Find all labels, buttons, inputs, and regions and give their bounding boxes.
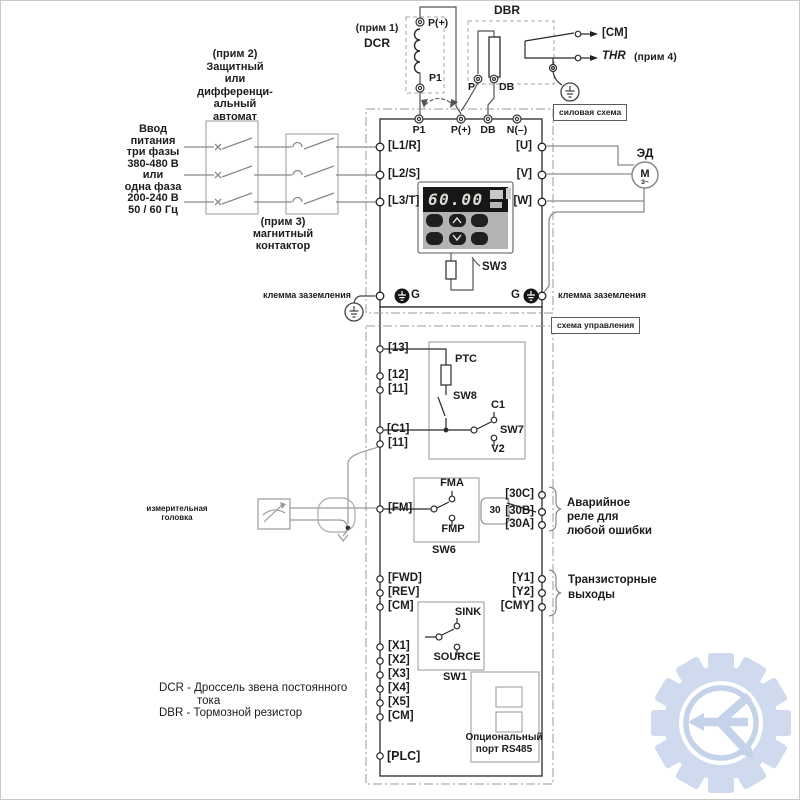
- terminal-label-x1: [X1]: [388, 640, 410, 652]
- terminal-label-cm2: [CM]: [388, 710, 414, 722]
- breaker-note-line: или: [224, 73, 246, 85]
- resistor-symbol: [489, 37, 500, 77]
- terminal-label-plc: [PLC]: [387, 749, 421, 763]
- alarm-note-line: любой ошибки: [567, 525, 652, 537]
- alarm-note-line: Аварийное: [567, 497, 631, 509]
- terminal-label-cm: [CM]: [388, 600, 414, 612]
- bus-terminal-label-n: N(–): [506, 124, 528, 136]
- fmp-label: FMP: [441, 523, 465, 535]
- sw7-v2-label: V2: [491, 443, 505, 455]
- dbr-db-label: DB: [499, 81, 515, 93]
- g-label-left: G: [411, 289, 420, 301]
- terminal-label-w: [W]: [513, 195, 532, 207]
- terminal-label-11a: [11]: [388, 383, 408, 395]
- fma-label: FMA: [440, 477, 464, 489]
- input-note-line: 380-480 В: [127, 158, 179, 170]
- input-note-line: 50 / 60 Гц: [128, 204, 178, 216]
- legend-dbr-line: DBR - Тормозной резистор: [159, 707, 303, 719]
- transistor-note-line: выходы: [568, 589, 615, 601]
- input-note-line: или: [142, 169, 164, 181]
- transistor-note-line: Транзисторные: [568, 574, 657, 586]
- sw6-label: SW6: [432, 544, 456, 556]
- terminal-label-30b: [30B]: [505, 505, 534, 517]
- terminal-label-c1: [C1]: [387, 423, 410, 435]
- rs485-label-line: порт RS485: [475, 744, 533, 755]
- rs485-label-line: Опциональный: [465, 732, 543, 743]
- contactor-note-line: (прим 3): [260, 216, 306, 228]
- ground-symbol-left: [345, 303, 363, 321]
- input-note-line: три фазы: [126, 146, 180, 158]
- sw1-label: SW1: [443, 671, 467, 683]
- dcr-top-label: P(+): [428, 17, 449, 29]
- breaker-note-line: дифференци-: [197, 86, 273, 98]
- ground-label-left: клемма заземления: [263, 290, 351, 300]
- motor-phase: 3~: [641, 179, 649, 186]
- terminal-label-fwd: [FWD]: [388, 572, 422, 584]
- terminal-label-x5: [X5]: [388, 696, 410, 708]
- terminal-label-x2: [X2]: [388, 654, 410, 666]
- input-note-line: одна фаза: [124, 181, 182, 193]
- watermark-gear-logo: [651, 653, 791, 793]
- alarm-note-line: реле для: [567, 511, 619, 523]
- ground-label-right: клемма заземления: [558, 290, 646, 300]
- breaker-note-line: Защитный: [206, 61, 264, 73]
- legend-dcr-line1: DCR - Дроссель звена постоянного: [159, 682, 348, 694]
- bus-terminal-label-db: DB: [480, 124, 496, 136]
- terminal-label-l1r: [L1/R]: [388, 140, 421, 152]
- ground-symbol-dbr: [561, 83, 579, 101]
- power-section-tag: силовая схема: [553, 104, 627, 121]
- measuring-head: [258, 445, 384, 541]
- g-label-right: G: [511, 289, 520, 301]
- ground-terminal-right-icon: [524, 289, 539, 304]
- terminal-label-12: [12]: [388, 369, 409, 381]
- bus-terminal-label-pplus: P(+): [450, 124, 472, 136]
- input-power-wires: [184, 121, 376, 214]
- dbr-p-label: P: [468, 81, 476, 93]
- motor-label: ЭД: [636, 146, 654, 160]
- ptc-label: PTC: [455, 353, 477, 365]
- motor-m: M: [640, 168, 650, 180]
- sink-label: SINK: [454, 606, 482, 618]
- bus-terminal-label-p1: P1: [412, 124, 426, 136]
- seven-segment-display: 60.00: [428, 190, 484, 209]
- breaker-note-line: альный: [213, 98, 257, 110]
- terminal-label-30a: [30A]: [505, 518, 534, 530]
- meter-label-line: головка: [161, 513, 193, 522]
- source-label: SOURCE: [433, 651, 481, 663]
- dcr-name: DCR: [364, 36, 390, 50]
- sw8-label: SW8: [453, 390, 477, 402]
- input-note-line: 200-240 В: [127, 192, 179, 204]
- dcr-note: (прим 1): [355, 22, 399, 34]
- contactor-note-line: контактор: [255, 240, 311, 252]
- input-note-line: питания: [130, 135, 176, 147]
- thermal-relay-contact: [525, 31, 598, 85]
- terminal-label-x3: [X3]: [388, 668, 410, 680]
- thr-label: THR: [602, 50, 626, 62]
- legend-dcr-line2: тока: [197, 695, 221, 707]
- note-brackets: [549, 487, 561, 616]
- terminal-label-u: [U]: [516, 140, 532, 152]
- terminal-label-fm: [FM]: [388, 502, 413, 514]
- terminal-label-y1: [Y1]: [512, 572, 534, 584]
- sw7-label: SW7: [500, 424, 524, 436]
- terminal-label-13: [13]: [388, 342, 409, 354]
- jumper-arc: [425, 99, 453, 106]
- ptc-resistor: [441, 365, 451, 385]
- ground-terminal-left-icon: [395, 289, 410, 304]
- breaker-note-line: автомат: [212, 111, 258, 123]
- terminal-label-11b: [11]: [388, 437, 408, 449]
- breaker-note-line: (прим 2): [212, 48, 258, 60]
- contactor-note-line: магнитный: [252, 228, 314, 240]
- dbr-resistor: [461, 21, 554, 114]
- terminal-label-rev: [REV]: [388, 586, 420, 598]
- terminal-label-v: [V]: [516, 168, 532, 180]
- terminal-label-30c: [30C]: [505, 488, 534, 500]
- dbr-name: DBR: [494, 3, 520, 17]
- relay-30-label: 30: [489, 505, 501, 516]
- thr-note: (прим 4): [634, 51, 677, 63]
- sw3-label: SW3: [482, 261, 507, 273]
- terminal-label-l2s: [L2/S]: [388, 168, 420, 180]
- control-section-tag: схема управления: [551, 317, 640, 334]
- terminal-label-l3t: [L3/T]: [388, 195, 420, 207]
- inductor-coil: [415, 29, 420, 73]
- thr-cm-label: [CM]: [602, 27, 628, 39]
- sw7-c1-label: C1: [490, 399, 506, 411]
- input-note-line: Ввод: [138, 123, 168, 135]
- terminal-label-y2: [Y2]: [512, 586, 534, 598]
- terminal-label-x4: [X4]: [388, 682, 410, 694]
- meter-label-line: измерительная: [146, 504, 208, 513]
- terminal-label-cmy: [CMY]: [500, 600, 534, 612]
- dcr-p1-label: P1: [429, 72, 442, 84]
